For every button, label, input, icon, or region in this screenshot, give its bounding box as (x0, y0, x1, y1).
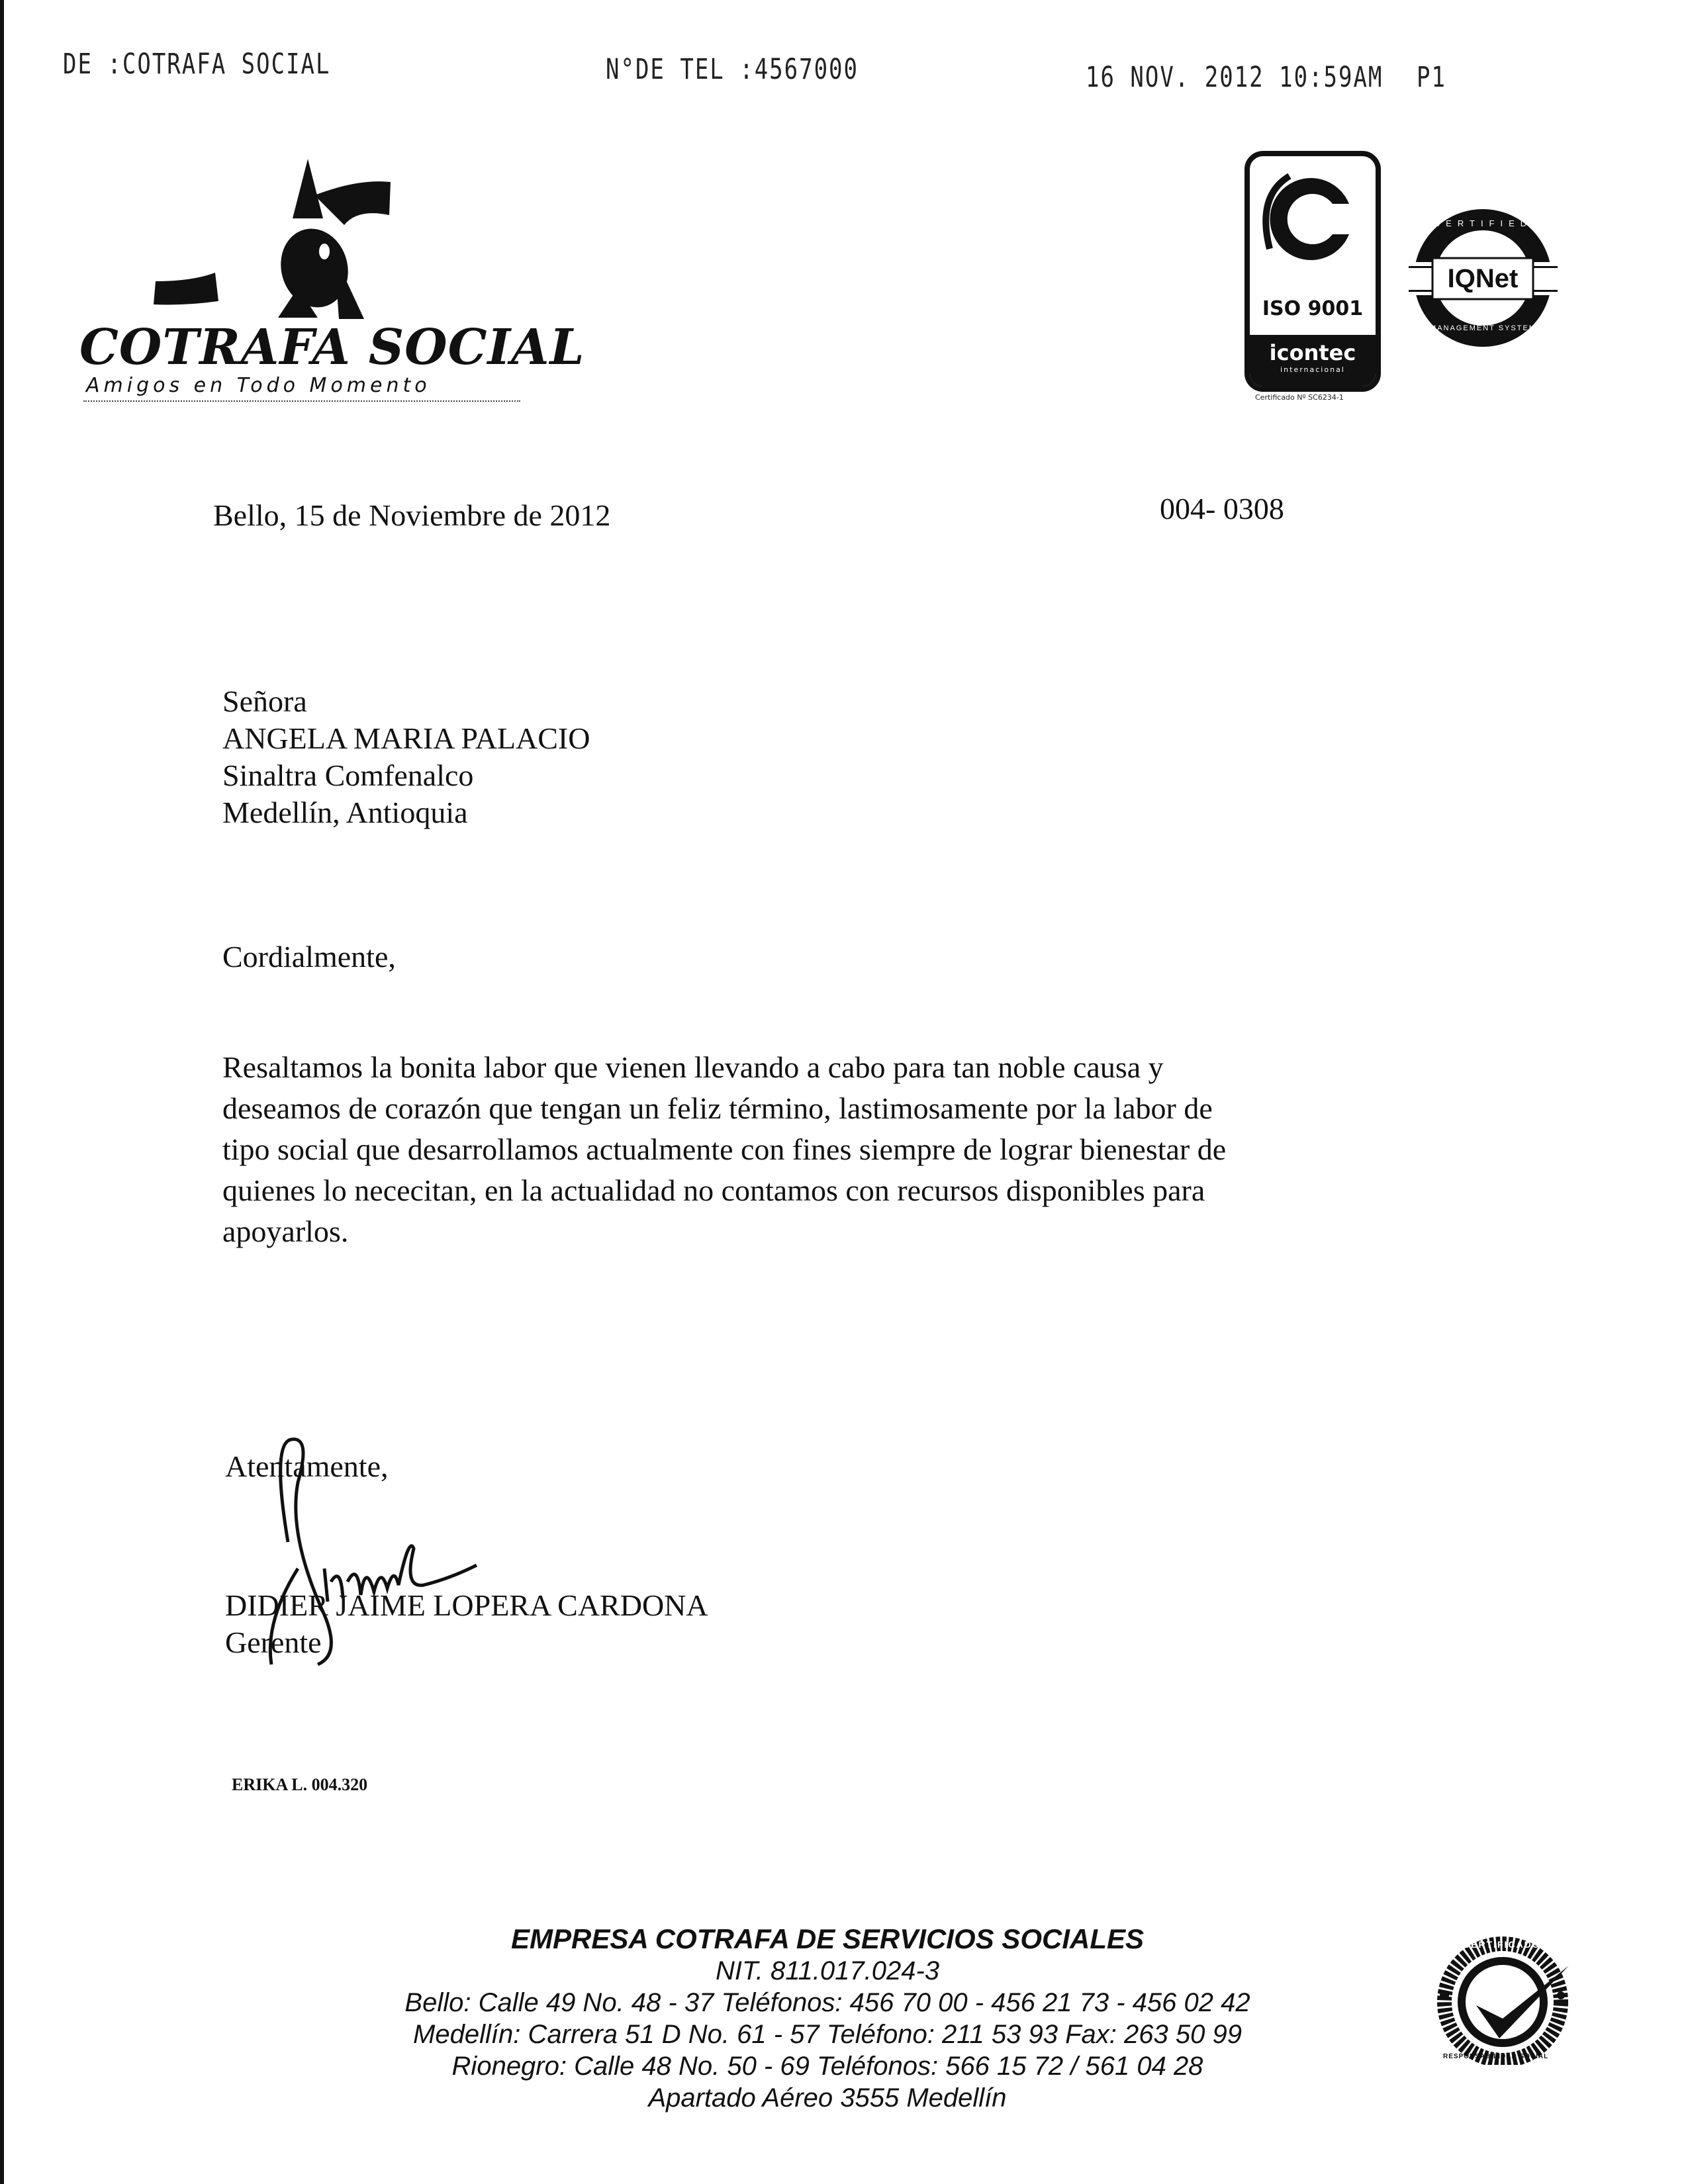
letter-body (222, 1047, 1401, 1252)
body-line: tipo social que desarrollamos actualmente con fines siempre de lograr bienestar de (222, 1132, 1227, 1166)
footer-address-line: Medellín: Carrera 51 D No. 61 - 57 Teléfono: 211 53 93 Fax: 263 50 99 (413, 2020, 1242, 2049)
body-line: quienes lo nececitan, en la actualidad no contamos con recursos disponibles para (222, 1173, 1205, 1207)
icontec-sub-label: internacional (1280, 365, 1345, 374)
footer-address-line: Apartado Aéreo 3555 Medellín (648, 2083, 1007, 2113)
logo-tagline: Amigos en Todo Momento (86, 374, 431, 397)
iqnet-ring-top: CERTIFIED (1433, 218, 1533, 228)
footer-nit: NIT. 811.017.024-3 (715, 1956, 940, 1985)
recipient-title: Señora (222, 684, 307, 718)
seal-bottom-text: RESPONSABILIDAD SOCIAL (1443, 2053, 1549, 2060)
fax-phone: N°DE TEL :4567000 (606, 53, 859, 86)
iqnet-ring-bottom: MANAGEMENT SYSTEM (1430, 324, 1536, 332)
recipient-block (222, 683, 590, 831)
iqnet-badge (1409, 204, 1558, 353)
cotrafa-logo (79, 152, 585, 404)
iso-standard-label: ISO 9001 (1262, 297, 1364, 320)
place-date: Bello, 15 de Noviembre de 2012 (213, 498, 611, 532)
social-responsibility-seal (1436, 1933, 1582, 2065)
fax-timestamp: 16 NOV. 2012 10:59AM (1086, 61, 1383, 94)
signer-name: DIDIER JAIME LOPERA CARDONA (225, 1588, 708, 1622)
certified-check-seal-icon (1436, 1933, 1582, 2065)
footer-company: EMPRESA COTRAFA DE SERVICIOS SOCIALES (510, 1923, 1144, 1954)
footer-address-line: Rionegro: Calle 48 No. 50 - 69 Teléfonos: 566 15 72 / 561 04 28 (451, 2052, 1203, 2081)
fax-from: DE :COTRAFA SOCIAL (63, 48, 331, 81)
iqnet-label: IQNet (1447, 264, 1519, 293)
closing: Atentamente, (225, 1449, 389, 1483)
body-line: apoyarlos. (222, 1214, 349, 1248)
body-line: Resaltamos la bonita labor que vienen llevando a cabo para tan noble causa y (222, 1050, 1164, 1084)
recipient-location: Medellín, Antioquia (222, 796, 468, 829)
reference-number: 004- 0308 (1160, 492, 1284, 525)
recipient-name: ANGELA MARIA PALACIO (222, 721, 590, 755)
body-line: deseamos de corazón que tengan un feliz término, lastimosamente por la labor de (222, 1091, 1213, 1125)
logo-name: COTRAFA SOCIAL (79, 319, 585, 376)
cotrafa-logo-mark-icon (79, 152, 530, 324)
icontec-label: icontec (1269, 340, 1356, 365)
typist-reference: ERIKA L. 004.320 (232, 1775, 368, 1794)
icontec-c-icon (1250, 156, 1376, 289)
iso-9001-badge (1244, 151, 1381, 392)
scan-edge (0, 0, 4, 2184)
fax-page: P1 (1417, 61, 1446, 94)
footer (331, 1923, 1324, 2114)
greeting: Cordialmente, (222, 940, 396, 974)
icontec-footer (1250, 335, 1376, 387)
seal-top-text: CERTIFICADO (1463, 1939, 1541, 1950)
logo-rule (83, 400, 520, 402)
signer-title: Gerente (225, 1625, 322, 1659)
certificate-number: Certificado Nº SC6234-1 (1255, 393, 1344, 402)
footer-address-line: Bello: Calle 49 No. 48 - 37 Teléfonos: 456 70 00 - 456 21 73 - 456 02 42 (404, 1988, 1250, 2017)
recipient-organization: Sinaltra Comfenalco (222, 758, 474, 792)
